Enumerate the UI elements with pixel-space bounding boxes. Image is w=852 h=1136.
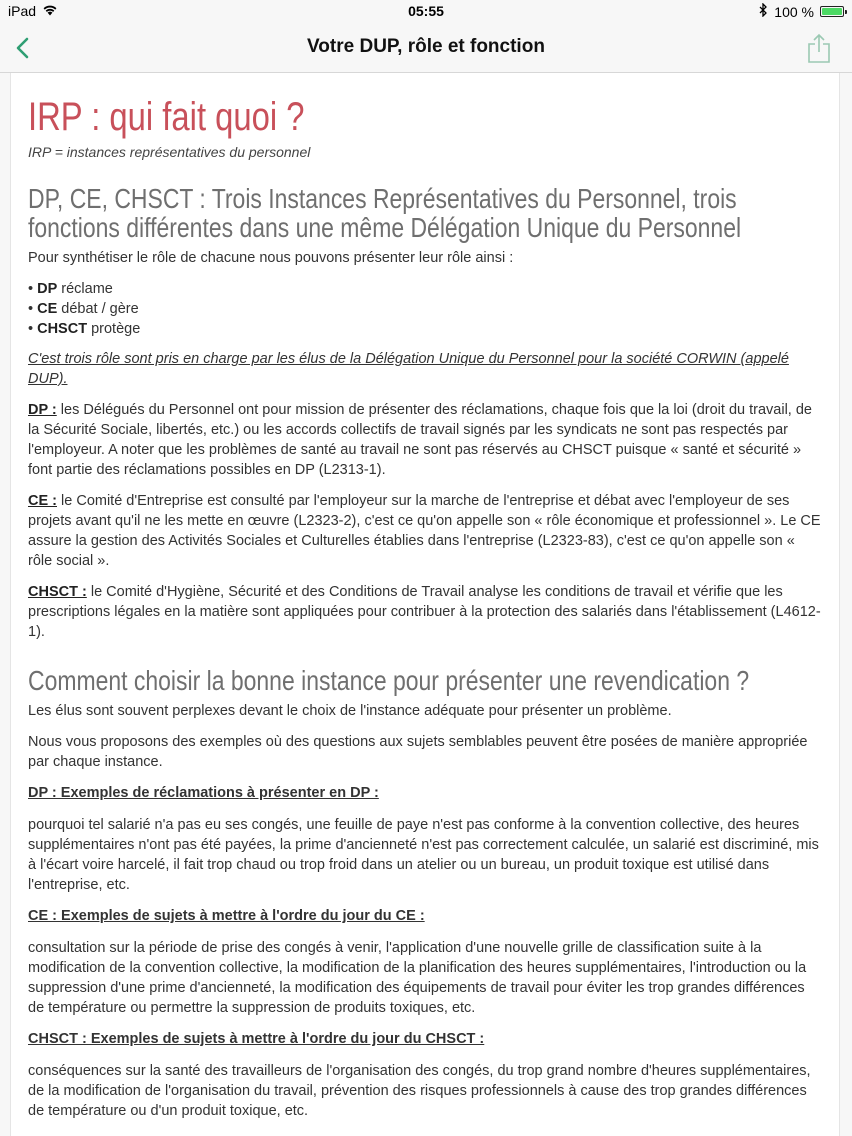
share-button[interactable] [806,32,832,64]
ce-examples-text: consultation sur la période de prise des congés à venir, l'application d'une nouvelle grille de classification suite à la modification de la convention collective, la modification de la planification des heures supplémentaires, l'introduction ou la suppression d'une prime d'ancienneté, la modification des équipements de travail pour éviter les trop grandes différences de température ou permettre la suppression de produits toxiques, etc. [28,940,807,1016]
section-heading-choose: Comment choisir la bonne instance pour présenter une revendication ? [28,665,750,696]
article-content [10,73,840,1136]
chsct-label: CHSCT : [28,584,87,600]
list-item: • DP réclame [28,281,113,297]
chsct-examples-heading: CHSCT : Exemples de sujets à mettre à l'ordre du jour du CHSCT : [28,1031,485,1047]
nav-title: Votre DUP, rôle et fonction [307,36,545,57]
bluetooth-icon [759,3,768,20]
ce-label: CE : [28,493,57,509]
page-subtitle: IRP = instances représentatives du personnel [28,144,311,160]
dp-label: DP : [28,402,57,418]
choose-text-1: Les élus sont souvent perplexes devant le choix de l'instance adéquate pour présenter un problème. [28,703,672,719]
battery-icon [820,6,844,17]
device-label: iPad [8,3,37,19]
section-heading-roles: DP, CE, CHSCT : Trois Instances Représentatives du Personnel, trois fonctions différentes dans une même Délégation Unique du Personnel [28,183,742,243]
ce-examples-heading: CE : Exemples de sujets à mettre à l'ordre du jour du CE : [28,908,425,924]
dp-examples-text: pourquoi tel salarié n'a pas eu ses congés, une feuille de paye n'est pas conforme à la convention collective, des heures supplémentaires n'ont pas été payées, la prime d'ancienneté n'est pas correctement calculée, un salarié est discriminé, mis à l'écart voire harcelé, il fait trop chaud ou trop froid dans un atelier ou un bureau, un produit toxique est utilisé dans l'entreprise, etc. [28,817,819,893]
status-bar [0,0,852,24]
navigation-bar [0,24,852,73]
page-title: IRP : qui fait quoi ? [28,95,305,139]
dp-examples-heading: DP : Exemples de réclamations à présenter en DP : [28,785,379,801]
chsct-paragraph: CHSCT : le Comité d'Hygiène, Sécurité et des Conditions de Travail analyse les conditions de travail et vérifie que les prescriptions légales en la matière sont appliquées pour contribuer à la protection des salariés dans l'établissement (L4612-1). [28,584,821,640]
dup-note: C'est trois rôle sont pris en charge par les élus de la Délégation Unique du Personnel pour la société CORWIN (appelé DUP). [28,351,789,387]
share-icon [806,32,832,64]
dp-paragraph: DP : les Délégués du Personnel ont pour mission de présenter des réclamations, chaque fois que la loi (droit du travail, de la Sécurité Sociale, libertés, etc.) ou les accords collectifs de travail signés par les syndicats ne sont pas respectés par l'employeur. A noter que les problèmes de santé au travail ne sont pas réservés au CHSCT puisque « santé et sécurité » font partie des réclamations possibles en DP (L2313-1). [28,402,812,478]
chsct-examples-text: conséquences sur la santé des travailleurs de l'organisation des congés, du trop grand nombre d'heures supplémentaires, de la modification de l'organisation du travail, prévention des risques professionnels à cause des trop grandes différences de température ou d'un produit toxique, etc. [28,1063,811,1119]
ce-paragraph: CE : le Comité d'Entreprise est consulté par l'employeur sur la marche de l'entreprise et débat avec l'employeur de ses projets avant qu'il ne les mette en œuvre (L2323-2), c'est ce qu'on appelle son « rôle économique et professionnel ». Le CE assure la gestion des Activités Sociales et Culturelles établies dans l'entreprise (L2323-83), c'est ce qu'on appelle son « rôle social ». [28,493,821,569]
roles-list [28,279,822,339]
choose-text-2: Nous vous proposons des exemples où des questions aux sujets semblables peuvent être posées de manière appropriée par chaque instance. [28,734,808,770]
intro-text: Pour synthétiser le rôle de chacune nous pouvons présenter leur rôle ainsi : [28,250,514,266]
battery-percent: 100 % [774,3,814,20]
status-time: 05:55 [408,3,444,19]
status-right [759,3,844,20]
list-item: • CE débat / gère [28,301,139,317]
list-item: • CHSCT protège [28,321,141,337]
battery-fill [822,8,842,15]
